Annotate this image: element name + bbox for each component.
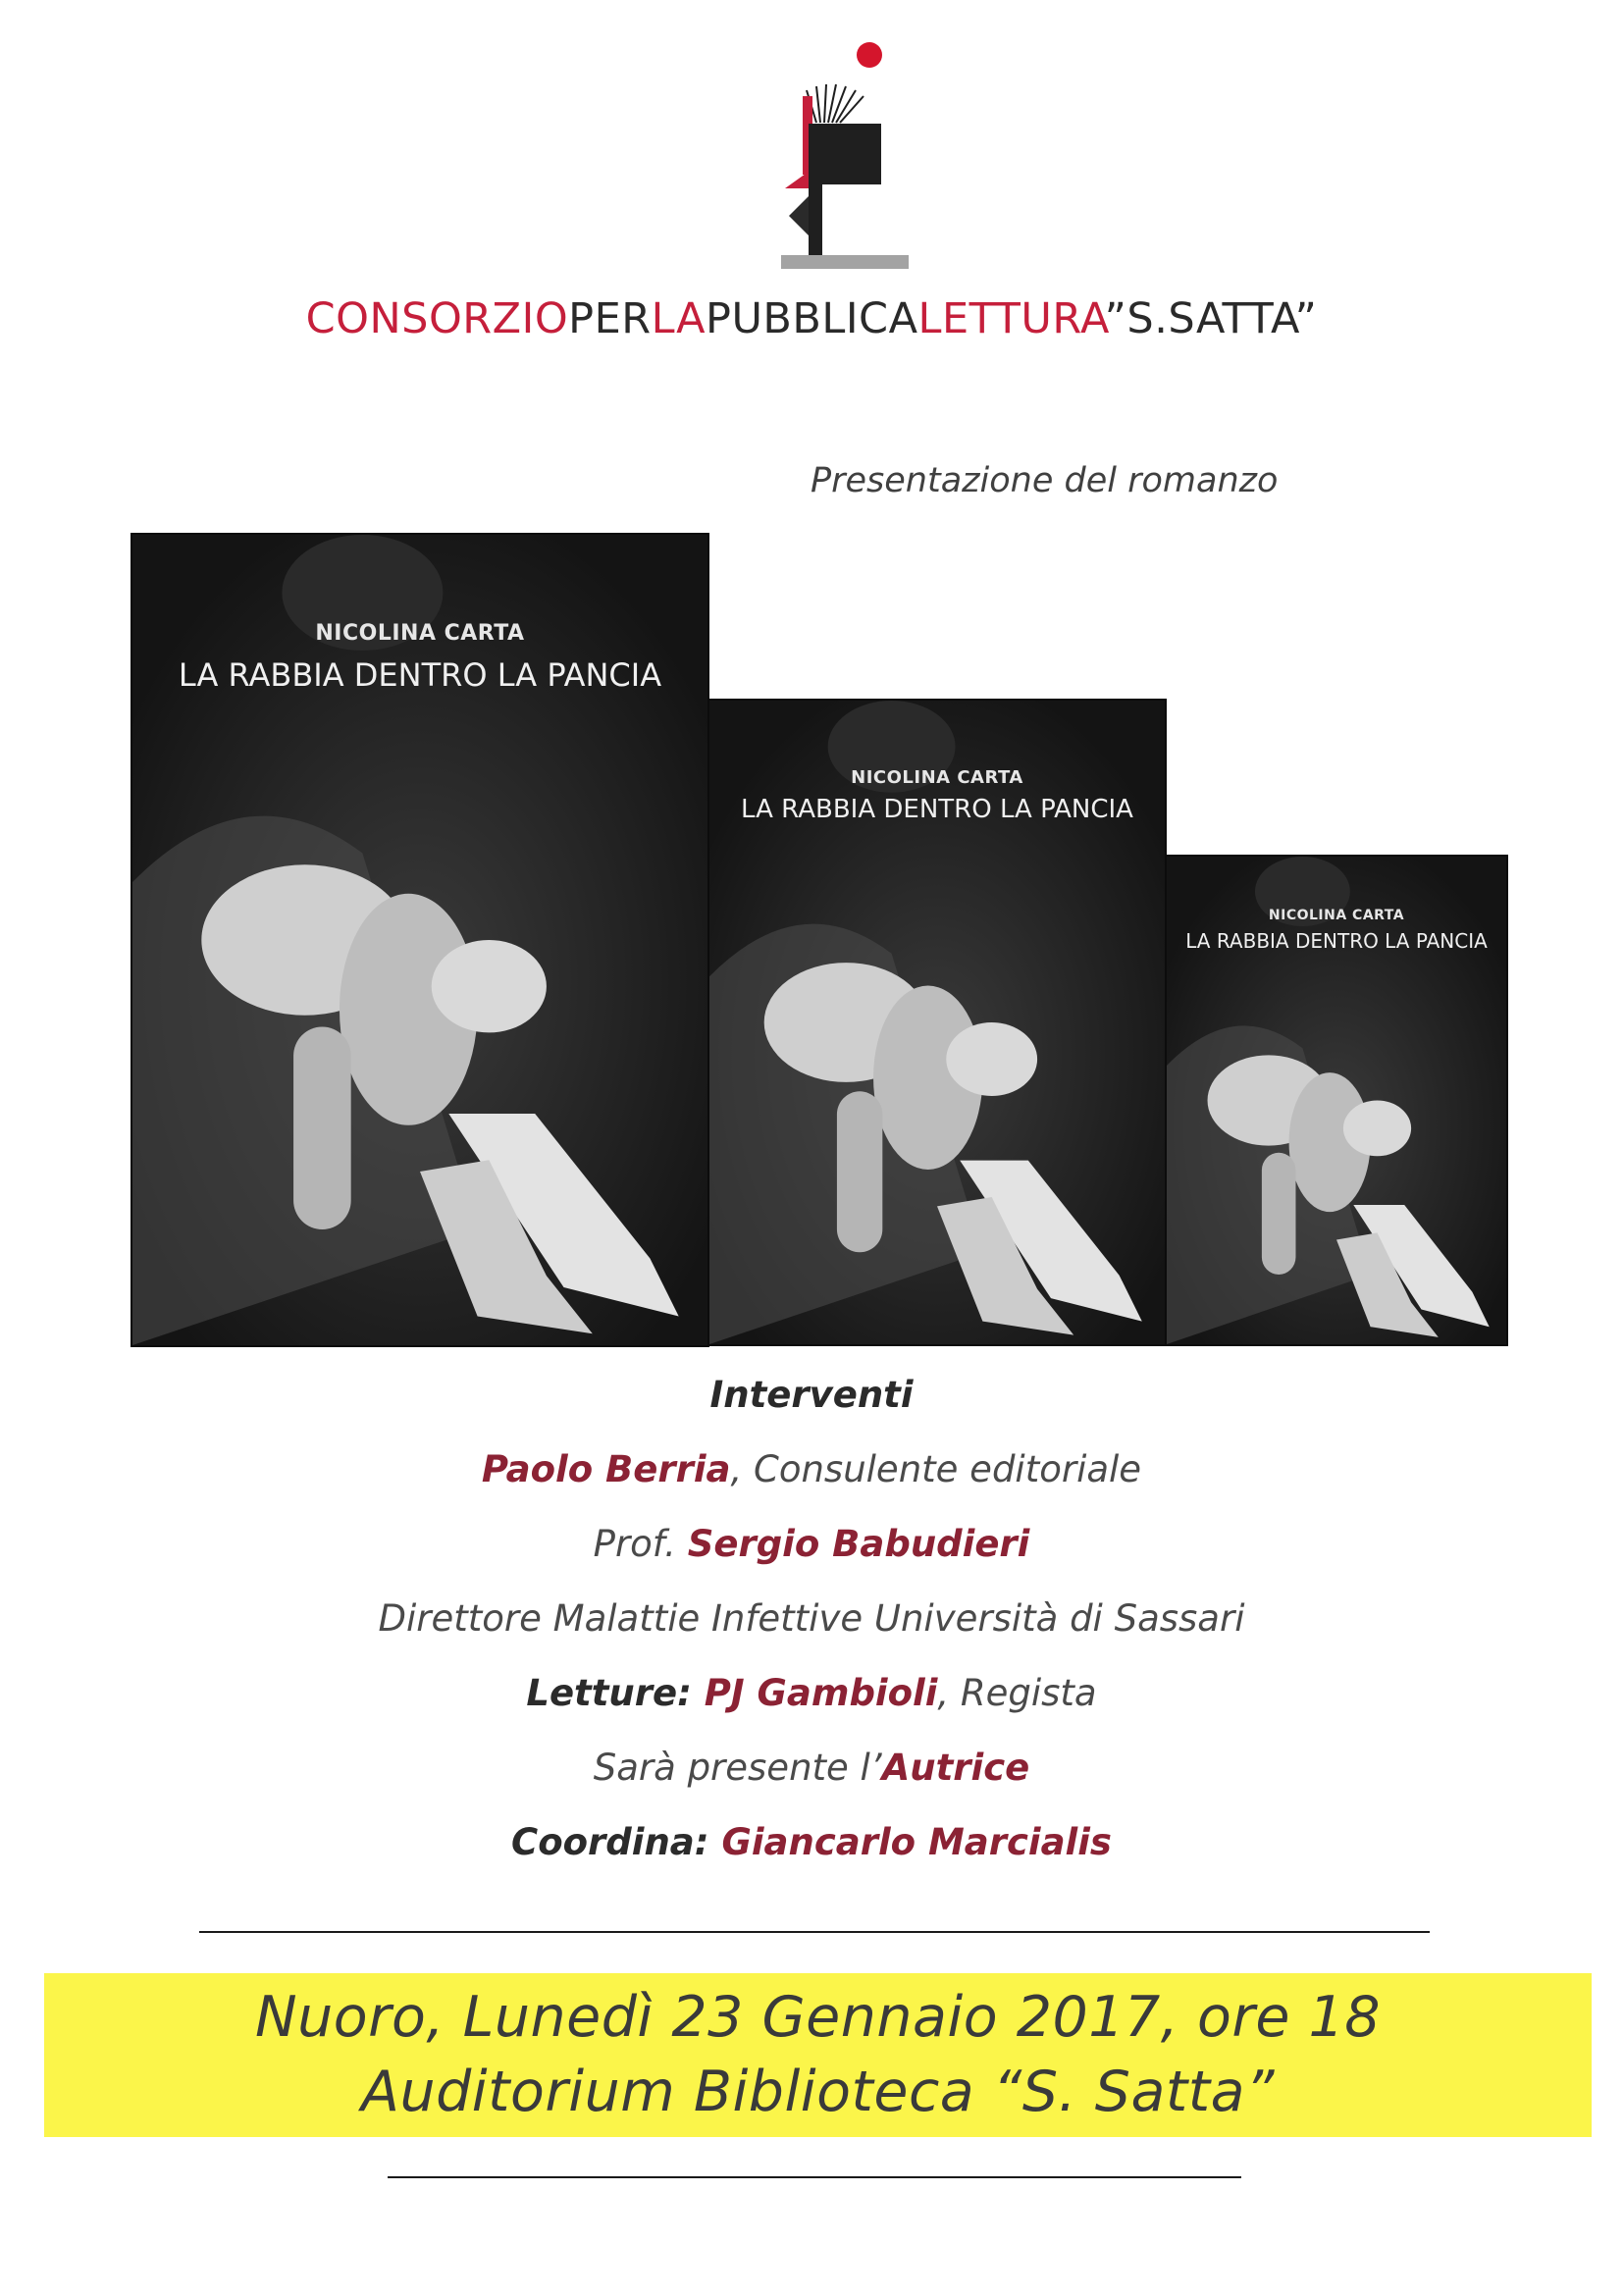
header-part-5: LETTURA <box>917 294 1105 343</box>
speaker-2-role-line <box>0 1597 1623 1640</box>
readings-role: , Regista <box>937 1672 1097 1714</box>
book-cover-small <box>1165 855 1508 1346</box>
consortium-logo <box>726 29 922 275</box>
header-part-3: LA <box>651 294 707 343</box>
readings-label: Letture: <box>526 1672 705 1714</box>
book-cover-large <box>131 533 709 1347</box>
author-present <box>0 1747 1623 1789</box>
consortium-name <box>0 294 1623 343</box>
speaker-2 <box>0 1523 1623 1565</box>
speaker-2-name: Sergio Babudieri <box>687 1523 1030 1565</box>
header-part-6: ”S.SATTA” <box>1104 294 1318 343</box>
program-heading <box>0 1374 1623 1416</box>
cover-title: LA RABBIA DENTRO LA PANCIA <box>741 795 1133 824</box>
program-heading-text: Interventi <box>709 1374 914 1416</box>
cover-title: LA RABBIA DENTRO LA PANCIA <box>1185 929 1488 953</box>
header-part-4: PUBBLICA <box>706 294 918 343</box>
readings <box>0 1672 1623 1714</box>
cover-author: NICOLINA CARTA <box>851 767 1023 788</box>
coordinator <box>0 1821 1623 1863</box>
divider-bottom <box>388 2176 1241 2178</box>
presentation-subtitle: Presentazione del romanzo <box>811 461 1279 500</box>
cover-title: LA RABBIA DENTRO LA PANCIA <box>178 656 662 694</box>
coord-label: Coordina: <box>511 1821 722 1863</box>
cover-author: NICOLINA CARTA <box>1268 908 1405 923</box>
speaker-1 <box>0 1448 1623 1490</box>
speaker-2-prefix: Prof. <box>593 1523 688 1565</box>
header-part-1: CONSORZIO <box>305 294 569 343</box>
speaker-1-name: Paolo Berria <box>481 1448 731 1490</box>
event-datetime: Nuoro, Lunedì 23 Gennaio 2017, ore 18 <box>254 1985 1382 2050</box>
author-present-word: Autrice <box>881 1747 1030 1789</box>
cover-author: NICOLINA CARTA <box>315 621 525 646</box>
event-venue: Auditorium Biblioteca “S. Satta” <box>360 2060 1276 2124</box>
divider-top <box>199 1931 1430 1933</box>
speaker-2-role: Direttore Malattie Infettive Università di Sassari <box>378 1597 1245 1640</box>
readings-name: PJ Gambioli <box>704 1672 938 1714</box>
header-part-2: PER <box>568 294 652 343</box>
book-cover-medium <box>707 699 1167 1346</box>
speaker-1-role: , Consulente editoriale <box>730 1448 1142 1490</box>
event-banner <box>44 1973 1592 2137</box>
author-present-prefix: Sarà presente l’ <box>593 1747 882 1789</box>
coord-name: Giancarlo Marcialis <box>721 1821 1112 1863</box>
